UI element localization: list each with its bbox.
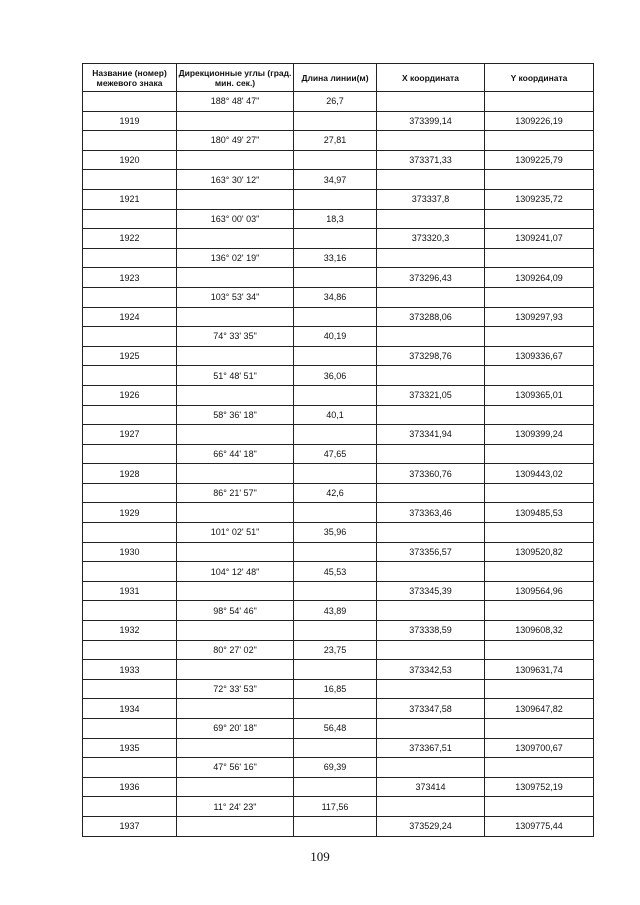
segment-row bbox=[83, 758, 594, 778]
y-cell: 1309608,32 bbox=[485, 621, 594, 641]
point-name-cell: 1926 bbox=[83, 385, 177, 405]
x-cell: 373363,46 bbox=[377, 503, 485, 523]
empty-cell bbox=[83, 131, 177, 151]
x-cell: 373347,58 bbox=[377, 699, 485, 719]
empty-cell bbox=[294, 660, 377, 680]
segment-row bbox=[83, 405, 594, 425]
length-cell: 69,39 bbox=[294, 758, 377, 778]
empty-cell bbox=[377, 366, 485, 386]
angle-cell: 74° 33' 35" bbox=[177, 327, 294, 347]
empty-cell bbox=[177, 307, 294, 327]
angle-cell: 163° 00' 03" bbox=[177, 209, 294, 229]
point-name-cell: 1924 bbox=[83, 307, 177, 327]
empty-cell bbox=[83, 483, 177, 503]
y-cell: 1309399,24 bbox=[485, 425, 594, 445]
point-name-cell: 1935 bbox=[83, 738, 177, 758]
length-cell: 23,75 bbox=[294, 640, 377, 660]
point-row bbox=[83, 816, 594, 836]
point-row bbox=[83, 699, 594, 719]
empty-cell bbox=[485, 287, 594, 307]
x-cell: 373356,57 bbox=[377, 542, 485, 562]
empty-cell bbox=[377, 209, 485, 229]
empty-cell bbox=[177, 425, 294, 445]
angle-cell: 163° 30' 12" bbox=[177, 170, 294, 190]
length-cell: 33,16 bbox=[294, 248, 377, 268]
x-cell: 373288,06 bbox=[377, 307, 485, 327]
point-name-cell: 1932 bbox=[83, 621, 177, 641]
empty-cell bbox=[377, 327, 485, 347]
empty-cell bbox=[177, 503, 294, 523]
empty-cell bbox=[177, 699, 294, 719]
coordinates-table bbox=[82, 63, 594, 837]
empty-cell bbox=[485, 209, 594, 229]
x-cell: 373342,53 bbox=[377, 660, 485, 680]
empty-cell bbox=[83, 366, 177, 386]
y-cell: 1309520,82 bbox=[485, 542, 594, 562]
segment-row bbox=[83, 287, 594, 307]
empty-cell bbox=[83, 640, 177, 660]
empty-cell bbox=[83, 797, 177, 817]
segment-row bbox=[83, 248, 594, 268]
empty-cell bbox=[177, 150, 294, 170]
length-cell: 34,97 bbox=[294, 170, 377, 190]
x-cell: 373320,3 bbox=[377, 229, 485, 249]
empty-cell bbox=[83, 405, 177, 425]
empty-cell bbox=[83, 679, 177, 699]
segment-row bbox=[83, 170, 594, 190]
empty-cell bbox=[377, 523, 485, 543]
y-cell: 1309647,82 bbox=[485, 699, 594, 719]
empty-cell bbox=[294, 229, 377, 249]
angle-cell: 80° 27' 02" bbox=[177, 640, 294, 660]
y-cell: 1309225,79 bbox=[485, 150, 594, 170]
empty-cell bbox=[485, 719, 594, 739]
point-name-cell: 1920 bbox=[83, 150, 177, 170]
x-cell: 373360,76 bbox=[377, 464, 485, 484]
empty-cell bbox=[83, 327, 177, 347]
length-cell: 117,56 bbox=[294, 797, 377, 817]
angle-cell: 103° 53' 34" bbox=[177, 287, 294, 307]
length-cell: 34,86 bbox=[294, 287, 377, 307]
empty-cell bbox=[485, 640, 594, 660]
y-cell: 1309365,01 bbox=[485, 385, 594, 405]
empty-cell bbox=[83, 248, 177, 268]
point-name-cell: 1922 bbox=[83, 229, 177, 249]
point-row bbox=[83, 581, 594, 601]
angle-cell: 188° 48' 47" bbox=[177, 92, 294, 112]
empty-cell bbox=[294, 346, 377, 366]
length-cell: 18,3 bbox=[294, 209, 377, 229]
empty-cell bbox=[294, 268, 377, 288]
page-number: 109 bbox=[310, 849, 330, 864]
header-angles: Дирекционные углы (град. мин. сек.) bbox=[177, 64, 294, 92]
empty-cell bbox=[485, 562, 594, 582]
empty-cell bbox=[377, 248, 485, 268]
empty-cell bbox=[377, 170, 485, 190]
point-name-cell: 1933 bbox=[83, 660, 177, 680]
empty-cell bbox=[294, 542, 377, 562]
x-cell: 373367,51 bbox=[377, 738, 485, 758]
empty-cell bbox=[485, 797, 594, 817]
empty-cell bbox=[485, 601, 594, 621]
angle-cell: 136° 02' 19" bbox=[177, 248, 294, 268]
y-cell: 1309235,72 bbox=[485, 189, 594, 209]
length-cell: 56,48 bbox=[294, 719, 377, 739]
x-cell: 373399,14 bbox=[377, 111, 485, 131]
segment-row bbox=[83, 92, 594, 112]
empty-cell bbox=[377, 131, 485, 151]
empty-cell bbox=[294, 385, 377, 405]
angle-cell: 104° 12' 48" bbox=[177, 562, 294, 582]
angle-cell: 180° 49' 27" bbox=[177, 131, 294, 151]
segment-row bbox=[83, 797, 594, 817]
empty-cell bbox=[294, 307, 377, 327]
header-x: X координата bbox=[377, 64, 485, 92]
table-body bbox=[83, 92, 594, 837]
x-cell: 373298,76 bbox=[377, 346, 485, 366]
segment-row bbox=[83, 444, 594, 464]
segment-row bbox=[83, 679, 594, 699]
point-name-cell: 1923 bbox=[83, 268, 177, 288]
empty-cell bbox=[294, 581, 377, 601]
empty-cell bbox=[294, 503, 377, 523]
empty-cell bbox=[177, 660, 294, 680]
point-row bbox=[83, 621, 594, 641]
point-name-cell: 1931 bbox=[83, 581, 177, 601]
segment-row bbox=[83, 483, 594, 503]
empty-cell bbox=[83, 287, 177, 307]
point-name-cell: 1921 bbox=[83, 189, 177, 209]
y-cell: 1309297,93 bbox=[485, 307, 594, 327]
segment-row bbox=[83, 366, 594, 386]
x-cell: 373338,59 bbox=[377, 621, 485, 641]
y-cell: 1309752,19 bbox=[485, 777, 594, 797]
empty-cell bbox=[485, 523, 594, 543]
angle-cell: 86° 21' 57" bbox=[177, 483, 294, 503]
segment-row bbox=[83, 327, 594, 347]
segment-row bbox=[83, 562, 594, 582]
empty-cell bbox=[177, 464, 294, 484]
length-cell: 26,7 bbox=[294, 92, 377, 112]
length-cell: 27,81 bbox=[294, 131, 377, 151]
angle-cell: 101° 02' 51" bbox=[177, 523, 294, 543]
point-row bbox=[83, 738, 594, 758]
length-cell: 40,19 bbox=[294, 327, 377, 347]
empty-cell bbox=[177, 777, 294, 797]
length-cell: 40,1 bbox=[294, 405, 377, 425]
x-cell: 373345,39 bbox=[377, 581, 485, 601]
point-row bbox=[83, 660, 594, 680]
empty-cell bbox=[177, 189, 294, 209]
length-cell: 47,65 bbox=[294, 444, 377, 464]
empty-cell bbox=[294, 189, 377, 209]
angle-cell: 51° 48' 51" bbox=[177, 366, 294, 386]
empty-cell bbox=[177, 111, 294, 131]
point-name-cell: 1928 bbox=[83, 464, 177, 484]
empty-cell bbox=[294, 699, 377, 719]
point-row bbox=[83, 111, 594, 131]
length-cell: 35,96 bbox=[294, 523, 377, 543]
point-row bbox=[83, 268, 594, 288]
point-name-cell: 1936 bbox=[83, 777, 177, 797]
empty-cell bbox=[83, 523, 177, 543]
header-row bbox=[83, 64, 594, 92]
empty-cell bbox=[83, 170, 177, 190]
empty-cell bbox=[83, 601, 177, 621]
angle-cell: 66° 44' 18" bbox=[177, 444, 294, 464]
empty-cell bbox=[377, 287, 485, 307]
empty-cell bbox=[294, 621, 377, 641]
empty-cell bbox=[177, 229, 294, 249]
point-name-cell: 1927 bbox=[83, 425, 177, 445]
point-row bbox=[83, 385, 594, 405]
y-cell: 1309336,67 bbox=[485, 346, 594, 366]
length-cell: 43,89 bbox=[294, 601, 377, 621]
empty-cell bbox=[485, 483, 594, 503]
empty-cell bbox=[485, 170, 594, 190]
empty-cell bbox=[177, 268, 294, 288]
y-cell: 1309241,07 bbox=[485, 229, 594, 249]
empty-cell bbox=[83, 758, 177, 778]
y-cell: 1309700,67 bbox=[485, 738, 594, 758]
y-cell: 1309631,74 bbox=[485, 660, 594, 680]
empty-cell bbox=[485, 758, 594, 778]
empty-cell bbox=[177, 346, 294, 366]
empty-cell bbox=[377, 483, 485, 503]
empty-cell bbox=[294, 111, 377, 131]
angle-cell: 47° 56' 16" bbox=[177, 758, 294, 778]
header-name: Название (номер) межевого знака bbox=[83, 64, 177, 92]
x-cell: 373341,94 bbox=[377, 425, 485, 445]
empty-cell bbox=[83, 562, 177, 582]
empty-cell bbox=[294, 464, 377, 484]
empty-cell bbox=[177, 542, 294, 562]
empty-cell bbox=[177, 581, 294, 601]
point-name-cell: 1937 bbox=[83, 816, 177, 836]
header-y: Y координата bbox=[485, 64, 594, 92]
empty-cell bbox=[485, 679, 594, 699]
empty-cell bbox=[377, 601, 485, 621]
empty-cell bbox=[177, 816, 294, 836]
empty-cell bbox=[485, 444, 594, 464]
point-row bbox=[83, 229, 594, 249]
empty-cell bbox=[377, 758, 485, 778]
point-row bbox=[83, 464, 594, 484]
point-row bbox=[83, 777, 594, 797]
y-cell: 1309775,44 bbox=[485, 816, 594, 836]
point-name-cell: 1930 bbox=[83, 542, 177, 562]
length-cell: 42,6 bbox=[294, 483, 377, 503]
point-name-cell: 1929 bbox=[83, 503, 177, 523]
x-cell: 373321,05 bbox=[377, 385, 485, 405]
y-cell: 1309226,19 bbox=[485, 111, 594, 131]
empty-cell bbox=[377, 679, 485, 699]
point-name-cell: 1925 bbox=[83, 346, 177, 366]
empty-cell bbox=[485, 248, 594, 268]
length-cell: 36,06 bbox=[294, 366, 377, 386]
angle-cell: 98° 54' 46" bbox=[177, 601, 294, 621]
empty-cell bbox=[177, 621, 294, 641]
empty-cell bbox=[83, 444, 177, 464]
x-cell: 373529,24 bbox=[377, 816, 485, 836]
empty-cell bbox=[83, 719, 177, 739]
angle-cell: 69° 20' 18" bbox=[177, 719, 294, 739]
segment-row bbox=[83, 640, 594, 660]
x-cell: 373296,43 bbox=[377, 268, 485, 288]
empty-cell bbox=[294, 816, 377, 836]
empty-cell bbox=[294, 425, 377, 445]
segment-row bbox=[83, 131, 594, 151]
empty-cell bbox=[485, 327, 594, 347]
empty-cell bbox=[377, 92, 485, 112]
empty-cell bbox=[177, 738, 294, 758]
empty-cell bbox=[485, 92, 594, 112]
segment-row bbox=[83, 523, 594, 543]
empty-cell bbox=[377, 405, 485, 425]
point-row bbox=[83, 150, 594, 170]
angle-cell: 72° 33' 53" bbox=[177, 679, 294, 699]
y-cell: 1309264,09 bbox=[485, 268, 594, 288]
empty-cell bbox=[485, 405, 594, 425]
empty-cell bbox=[294, 738, 377, 758]
length-cell: 45,53 bbox=[294, 562, 377, 582]
point-name-cell: 1919 bbox=[83, 111, 177, 131]
point-row bbox=[83, 425, 594, 445]
x-cell: 373371,33 bbox=[377, 150, 485, 170]
empty-cell bbox=[294, 777, 377, 797]
segment-row bbox=[83, 719, 594, 739]
point-row bbox=[83, 346, 594, 366]
angle-cell: 11° 24' 23" bbox=[177, 797, 294, 817]
x-cell: 373414 bbox=[377, 777, 485, 797]
empty-cell bbox=[377, 444, 485, 464]
empty-cell bbox=[377, 719, 485, 739]
empty-cell bbox=[377, 797, 485, 817]
y-cell: 1309564,96 bbox=[485, 581, 594, 601]
point-row bbox=[83, 189, 594, 209]
point-row bbox=[83, 503, 594, 523]
empty-cell bbox=[485, 366, 594, 386]
point-name-cell: 1934 bbox=[83, 699, 177, 719]
segment-row bbox=[83, 209, 594, 229]
length-cell: 16,85 bbox=[294, 679, 377, 699]
segment-row bbox=[83, 601, 594, 621]
angle-cell: 58° 36' 18" bbox=[177, 405, 294, 425]
point-row bbox=[83, 307, 594, 327]
empty-cell bbox=[377, 640, 485, 660]
y-cell: 1309485,53 bbox=[485, 503, 594, 523]
x-cell: 373337,8 bbox=[377, 189, 485, 209]
y-cell: 1309443,02 bbox=[485, 464, 594, 484]
empty-cell bbox=[485, 131, 594, 151]
empty-cell bbox=[83, 92, 177, 112]
empty-cell bbox=[177, 385, 294, 405]
empty-cell bbox=[377, 562, 485, 582]
point-row bbox=[83, 542, 594, 562]
header-length: Длина линии(м) bbox=[294, 64, 377, 92]
empty-cell bbox=[83, 209, 177, 229]
empty-cell bbox=[294, 150, 377, 170]
